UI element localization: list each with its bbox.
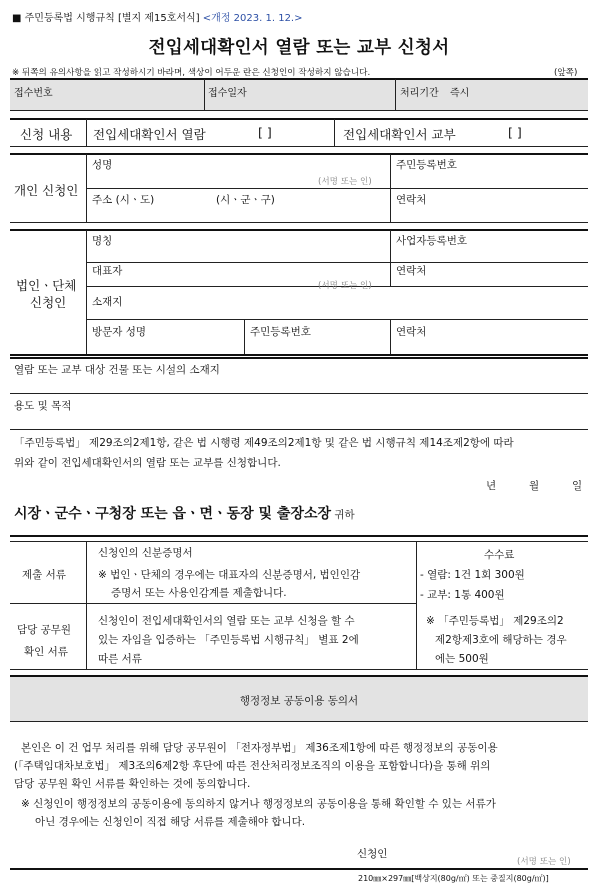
notice-text: ※ 뒤쪽의 유의사항을 읽고 작성하시기 바라며, 색상이 어두운 란은 신청인이 작성하지 않습니다. bbox=[12, 68, 371, 78]
consent-line-2: (「주택임대차보호법」 제3조의6제2항 후단에 따른 전산처리정보조직의 이용을 포함합니다)을 통해 위의 bbox=[14, 760, 491, 772]
corporate-applicant-label-1: 법인ㆍ단체 bbox=[16, 278, 77, 293]
official-docs-label-1: 담당 공무원 bbox=[17, 624, 72, 636]
receipt-row bbox=[10, 79, 588, 110]
individual-sign-hint: (서명 또는 인) bbox=[318, 177, 372, 187]
individual-name-field[interactable] bbox=[92, 170, 312, 184]
corporate-rep-label: 대표자 bbox=[92, 265, 123, 277]
receipt-number-label: 접수번호 bbox=[14, 88, 53, 99]
addressee bbox=[14, 503, 355, 523]
square-bullet: ■ bbox=[12, 13, 22, 24]
consent-signature-field[interactable] bbox=[400, 846, 510, 862]
front-side-label: (앞쪽) bbox=[554, 68, 578, 78]
request-content-label: 신청 내용 bbox=[20, 127, 73, 142]
request-issue-checkbox[interactable]: [ ] bbox=[508, 125, 522, 140]
consent-note-2: 아닌 경우에는 신청인이 직접 해당 서류를 제출해야 합니다. bbox=[35, 816, 306, 828]
purpose-field[interactable] bbox=[100, 398, 582, 424]
submit-docs-line-1: 신청인의 신분증명서 bbox=[98, 547, 193, 559]
date-month-label: 월 bbox=[529, 480, 540, 492]
visitor-contact-label: 연락처 bbox=[396, 326, 427, 338]
consent-title: 행정정보 공동이용 동의서 bbox=[239, 695, 359, 707]
fee-view: - 열람: 1건 1회 300원 bbox=[420, 569, 525, 581]
addressee-suffix: 귀하 bbox=[334, 509, 355, 521]
corporate-sign-hint: (서명 또는 인) bbox=[318, 281, 372, 291]
individual-contact-field[interactable] bbox=[396, 205, 582, 219]
individual-applicant-label: 개인 신청인 bbox=[14, 183, 79, 198]
visitor-name-label: 방문자 성명 bbox=[92, 326, 147, 338]
corporate-address-label: 소재지 bbox=[92, 296, 123, 308]
revision-date: <개정 2023. 1. 12.> bbox=[202, 13, 303, 24]
fee-note-3: 에는 500원 bbox=[435, 653, 489, 665]
submit-docs-line-2: ※ 법인ㆍ단체의 경우에는 대표자의 신분증명서, 법인인감 bbox=[98, 569, 361, 581]
consent-applicant-label: 신청인 bbox=[357, 848, 388, 860]
fee-note-2: 제2항제3호에 해당하는 경우 bbox=[435, 634, 567, 646]
date-year-label: 년 bbox=[486, 480, 497, 492]
target-address-field[interactable] bbox=[14, 376, 582, 390]
individual-address-label: 주소 (시ㆍ도) bbox=[92, 194, 155, 206]
consent-sign-hint: (서명 또는 인) bbox=[517, 857, 571, 867]
individual-rrn-label: 주민등록번호 bbox=[396, 159, 457, 171]
official-docs-label-2: 확인 서류 bbox=[24, 646, 68, 658]
target-address-label: 열람 또는 교부 대상 건물 또는 시설의 소재지 bbox=[14, 364, 220, 376]
submit-docs-label: 제출 서류 bbox=[22, 569, 66, 581]
page-title: 전입세대확인서 열람 또는 교부 신청서 bbox=[148, 38, 450, 58]
individual-address-sub: (시ㆍ군ㆍ구) bbox=[216, 194, 275, 206]
paper-spec-footer: 210㎜×297㎜[백상지(80g/㎡) 또는 중질지(80g/㎡)] bbox=[358, 874, 549, 883]
statement-line-1: 「주민등록법」 제29조의2제1항, 같은 법 시행령 제49조의2제1항 및 같은 법 시행규칙 제14조제2항에 따라 bbox=[14, 437, 514, 449]
fee-issue: - 교부: 1통 400원 bbox=[420, 589, 505, 601]
processing-period-label: 처리기간 bbox=[400, 88, 439, 99]
official-docs-line-3: 따른 서류 bbox=[98, 653, 142, 665]
date-day-label: 일 bbox=[572, 480, 583, 492]
corporate-name-label: 명칭 bbox=[92, 235, 113, 247]
request-view-label: 전입세대확인서 열람 bbox=[93, 127, 206, 142]
consent-line-3: 담당 공무원 확인 서류를 확인하는 것에 동의합니다. bbox=[14, 778, 251, 790]
submit-docs-line-3: 증명서 또는 사용인감계를 제출합니다. bbox=[111, 587, 287, 599]
official-docs-line-1: 신청인이 전입세대확인서의 열람 또는 교부 신청을 할 수 bbox=[98, 615, 355, 627]
visitor-rrn-label: 주민등록번호 bbox=[250, 326, 311, 338]
request-issue-label: 전입세대확인서 교부 bbox=[343, 127, 456, 142]
official-docs-line-2: 있는 자임을 입증하는 「주민등록법 시행규칙」 별표 2에 bbox=[98, 634, 359, 646]
corporate-biz-no-label: 사업자등록번호 bbox=[396, 235, 468, 247]
corporate-contact-label: 연락처 bbox=[396, 265, 427, 277]
fee-note-1: ※ 「주민등록법」 제29조의2 bbox=[426, 615, 564, 627]
individual-rrn-field[interactable] bbox=[396, 170, 582, 184]
individual-contact-label: 연락처 bbox=[396, 194, 427, 206]
statement-line-2: 위와 같이 전입세대확인서의 열람 또는 교부를 신청합니다. bbox=[14, 457, 281, 469]
processing-period-value: 즉시 bbox=[450, 88, 470, 99]
receipt-date-label: 접수일자 bbox=[208, 88, 247, 99]
request-view-checkbox[interactable]: [ ] bbox=[258, 125, 272, 140]
fee-title: 수수료 bbox=[484, 549, 515, 561]
individual-name-label: 성명 bbox=[92, 159, 113, 171]
corporate-applicant-label-2: 신청인 bbox=[30, 295, 67, 310]
consent-line-1: 본인은 이 건 업무 처리를 위해 담당 공무원이 「전자정부법」 제36조제1항에 따른 행정정보의 공동이용 bbox=[21, 742, 498, 754]
purpose-label: 용도 및 목적 bbox=[14, 400, 72, 412]
consent-note-1: ※ 신청인이 행정정보의 공동이용에 동의하지 않거나 행정정보의 공동이용을 통해 확인할 수 있는 서류가 bbox=[21, 798, 496, 810]
form-reference bbox=[12, 9, 302, 24]
law-reference: 주민등록법 시행규칙 [별지 제15호서식] bbox=[24, 13, 200, 24]
addressee-main: 시장ㆍ군수ㆍ구청장 또는 읍ㆍ면ㆍ동장 및 출장소장 bbox=[14, 506, 332, 522]
